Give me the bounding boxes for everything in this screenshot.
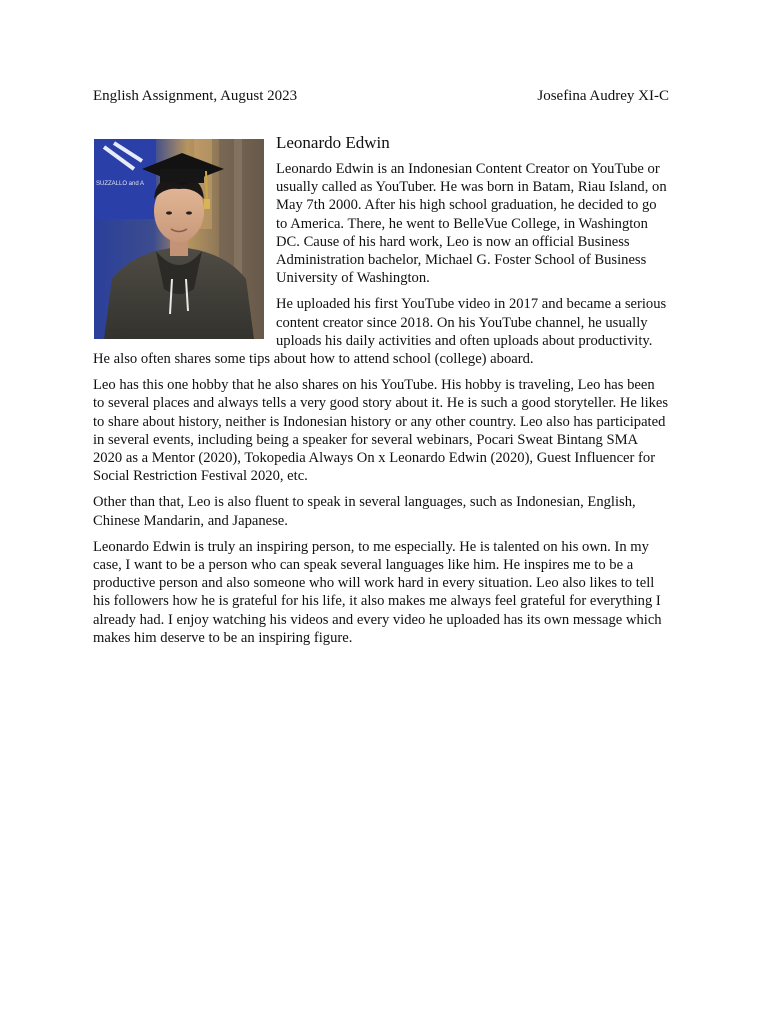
portrait-photo bbox=[94, 139, 264, 339]
article-body bbox=[93, 132, 669, 647]
paragraph-1: Leonardo Edwin is an Indonesian Content Creator on YouTube or usually called as YouTuber. He was born in Batam, Riau Island, on May 7th 2000. After his high school graduation, he decided to go to America. There, he went to BelleVue College, in Washington DC. Cause of his hard work, Leo is now an official Business Administration bachelor, Michael G. Foster School of Business University of Washington. bbox=[276, 161, 667, 287]
paragraph-5: Leonardo Edwin is truly an inspiring person, to me especially. He is talented on his own. In my case, I want to be a person who can speak several languages like him. He inspires me to be a productive person and also someone who will work hard in every situation. Leo also likes to tell his followers how he is grateful for his life, it also makes me always feel grateful for everything I already had. I enjoy watching his videos and every video he uploaded has its own message which makes him deserve to be an inspiring figure. bbox=[93, 538, 662, 646]
document-page bbox=[93, 86, 669, 655]
paragraph-2: He uploaded his first YouTube video in 2017 and became a serious content creator since 2018. On his YouTube channel, he usually uploads his daily activities and often uploads about productivity. He also often shares some tips about how to attend school (college) aboard. bbox=[93, 296, 667, 368]
article-title: Leonardo Edwin bbox=[276, 133, 390, 152]
graduate-portrait-image bbox=[94, 139, 264, 339]
paragraph-4: Other than that, Leo is also fluent to speak in several languages, such as Indonesian, English, Chinese Mandarin, and Japanese. bbox=[93, 494, 636, 529]
author-label: Josefina Audrey XI-C bbox=[537, 88, 669, 104]
banner-text: SUZZALLO and A bbox=[96, 181, 145, 187]
document-header bbox=[93, 86, 669, 106]
paragraph-3: Leo has this one hobby that he also shares on his YouTube. His hobby is traveling, Leo has been to several places and always tells a very good story about it. He is such a good storyteller. He likes to share about history, neither is Indonesian history or any other country. Leo also has participated in several events, including being a speaker for several webinars, Pocari Sweat Bintang SMA 2020 as a Mentor (2020), Tokopedia Always On x Leonardo Edwin (2020), Guest Influencer for Social Restriction Festival 2020, etc. bbox=[93, 377, 669, 485]
assignment-label: English Assignment, August 2023 bbox=[93, 88, 298, 104]
